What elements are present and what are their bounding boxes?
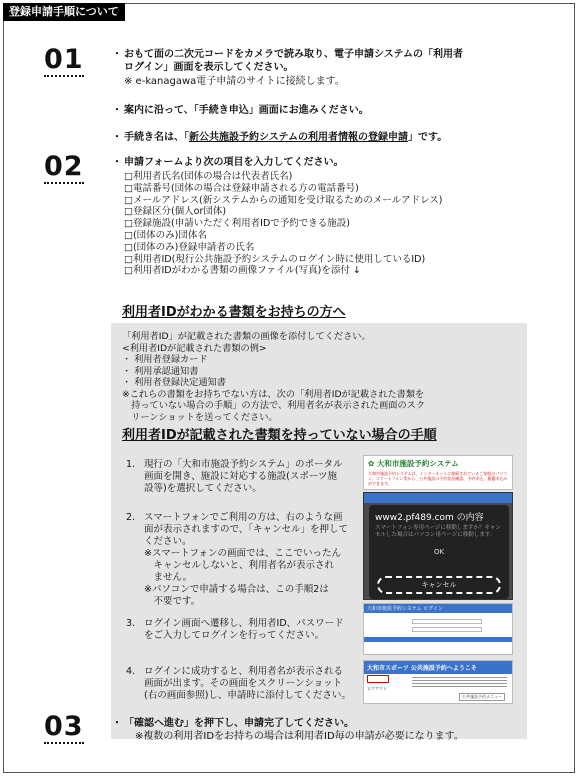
welcome-screenshot — [363, 660, 513, 704]
portal-screenshot — [363, 455, 513, 490]
bullet: ・ — [112, 49, 122, 60]
text-line: 持っていない場合の手順」の方法で、利用者名が表示された画面のスク — [122, 400, 426, 411]
step1-note: ※ e-kanagawa電子申請のサイトに接続します。 — [124, 76, 345, 87]
text-line: ・ 利用者登録決定通知書 — [122, 377, 226, 388]
dialog-message: スマートフォン専用ページに移動しますか？キャンセルした場合はパソコン用ページに移動します。 — [375, 525, 501, 538]
step3-line1: 「確認へ進む」を押下し、申請完了してください。 — [124, 718, 354, 729]
step1-line2: ログイン」画面を表示してください。 — [124, 62, 294, 73]
dialog-ok-button[interactable]: OK — [433, 548, 445, 556]
list-item: □利用者IDがわかる書類の画像ファイル(写真)を添付 ↓ — [124, 265, 361, 277]
step-index: 4. — [126, 666, 136, 677]
step-index: 3. — [126, 618, 136, 629]
procedure-step-4: 4. ログインに成功すると、利用者名が表示される 画面が出ます。その画面をスクリーンショット (右の画面参照)し、申請時に添付してください。 — [126, 666, 351, 701]
step1-line1: おもて面の二次元コードをカメラで読み取り、電子申請システムの「利用者 — [124, 49, 463, 60]
logout-link[interactable]: ログアウト — [367, 686, 387, 691]
portal-intro: 大和市施設予約システムは、インターネットに接続されているご家庭のパソコン、スマートフォン等から、公共施設の予約状況確認、予約申込、抽選申込みができます。 — [368, 471, 508, 486]
heading-no-id-docs: 利用者IDが記載された書類を持っていない場合の手順 — [122, 428, 437, 443]
user-name-highlight — [367, 675, 389, 683]
procedure-step-3: 3. ログイン画面へ遷移し、利用者ID、パスワード をご入力してログインを行ってください。 — [126, 618, 344, 641]
login-header: 大和市施設予約システム ログイン — [364, 604, 512, 613]
list-item: □利用者ID(現行公共施設予約システムのログイン時に使用しているID) — [124, 253, 426, 265]
list-item: □登録施設(申請いただく利用者IDで予約できる施設) — [124, 218, 351, 230]
welcome-header: 大和市スポーツ 公共施設予約へようこそ — [364, 661, 512, 674]
text-line: 「利用者ID」が記載された書類の画像を添付してください。 — [122, 331, 371, 342]
list-item: □(団体のみ)登録申請者の氏名 — [124, 241, 255, 253]
text-line: リーンショットを送ってください。 — [122, 411, 278, 423]
step1-line5: 手続き名は、「新公共施設予約システムの利用者情報の登録申請」です。 — [124, 132, 448, 143]
list-item: □利用者氏名(団体の場合は代表者氏名) — [124, 171, 293, 182]
gray-text-block — [122, 331, 425, 423]
leaf-logo-icon: ✿ — [368, 459, 375, 468]
heading-id-docs: 利用者IDがわかる書類をお持ちの方へ — [122, 305, 346, 320]
text-line: ※これらの書類をお持ちでない方は、次の「利用者IDが記載された書類を — [122, 388, 425, 400]
password-field[interactable] — [412, 627, 482, 632]
user-id-field[interactable] — [412, 619, 482, 624]
step3-note: ※複数の利用者IDをお持ちの場合は利用者ID毎の申請が必要になります。 — [135, 731, 464, 742]
smartphone-dialog-screenshot — [363, 492, 513, 600]
required-items-list — [124, 171, 443, 277]
step-index: 1. — [126, 459, 136, 470]
list-item: □(団体のみ)団体名 — [124, 229, 207, 241]
step2-intro: 申請フォームより次の項目を入力してください。 — [124, 157, 344, 168]
list-item: □メールアドレス(新システムからの通知を受け取るためのメールアドレス) — [124, 194, 443, 206]
text-line: ・ 利用者登録カード — [122, 354, 208, 365]
dialog-title: www2.pf489.com の内容 — [375, 513, 484, 523]
bullet: ・ — [112, 157, 122, 168]
procedure-step-2: 2. スマートフォンでご利用の方は、右のような画 面が表示されますので、「キャンセル」を押して ください。 ※スマートフォンの画面では、ここでいったん キャンセルしないと、利用者名が表示され ません。 ※パソコンで申請する場合は、この手順2は 不要です。 — [126, 512, 349, 607]
step-number-02: 02 — [44, 151, 84, 182]
step-index: 2. — [126, 512, 136, 523]
step-number-01: 01 — [44, 44, 84, 75]
bullet: ・ — [112, 105, 122, 116]
procedure-name-link[interactable]: 新公共施設予約システムの利用者情報の登録申請 — [189, 132, 408, 143]
procedure-step-1: 1. 現行の「大和市施設予約システム」のポータル 画面を開き、施設に対応する施設(スポーツ施 設等)を選択してください。 — [126, 459, 343, 494]
bullet: ・ — [112, 132, 122, 143]
login-screenshot — [363, 603, 513, 655]
text-line: ・ 利用承認通知書 — [122, 365, 199, 377]
list-item: □登録区分(個人or団体) — [124, 206, 227, 218]
step1-line4: 案内に沿って、「手続き申込」画面にお進みください。 — [124, 105, 369, 116]
text-line: <利用者IDが記載された書類の例> — [122, 342, 267, 354]
bullet: ・ — [112, 718, 122, 729]
portal-title: 大和市施設予約システム — [376, 459, 459, 468]
step-number-03: 03 — [44, 711, 84, 742]
section-tag: 登録申請手順について — [3, 3, 125, 21]
list-item: □電話番号(団体の場合は登録申請される方の電話番号) — [124, 182, 359, 194]
facility-menu-button[interactable]: 公共施設予約メニュー — [459, 693, 505, 701]
dialog-cancel-button[interactable]: キャンセル — [377, 576, 501, 594]
